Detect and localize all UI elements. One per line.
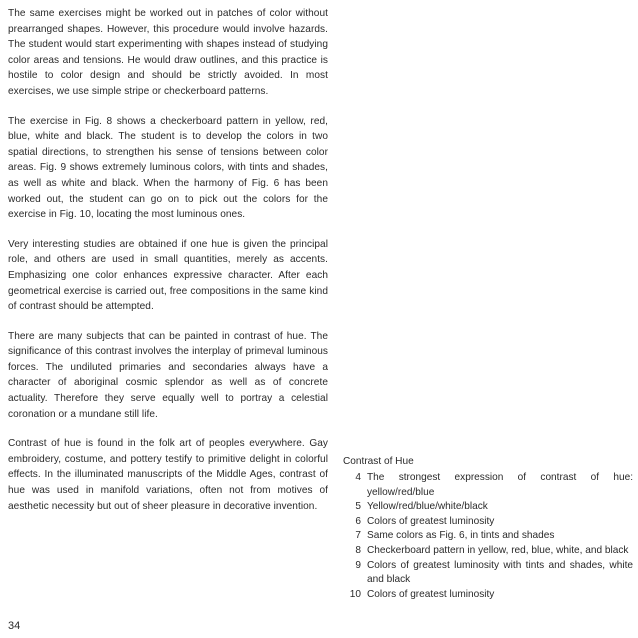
caption-number: 9 xyxy=(355,559,361,571)
body-paragraph: The exercise in Fig. 8 shows a checkerboard pattern in yellow, red, blue, white and black. The student is to develop the colors in two spatial directions, to strengthen his sense of tensions between color areas. Fig. 9 shows extremely luminous colors, with tints and shades, as well as white and black. When the harmony of Fig. 6 has been worked out, the student can go on to pick out the colors for the exercise in Fig. 10, locating the most luminous ones. xyxy=(8,115,328,221)
caption-number: 5 xyxy=(355,501,361,513)
caption-text: Same colors as Fig. 6, in tints and shades xyxy=(367,530,555,542)
body-paragraph: The same exercises might be worked out in patches of color without prearranged shapes. However, this procedure would involve hazards. The student would start experimenting with shapes instead of studying color areas and tensions. He would draw outlines, and this practice is hostile to color design and should be strictly avoided. In most exercises, we use simple stripe or checkerboard patterns. xyxy=(8,8,328,97)
body-text-column xyxy=(8,6,328,514)
caption-number: 6 xyxy=(355,515,361,527)
caption-number: 10 xyxy=(349,588,361,600)
caption-text: Checkerboard pattern in yellow, red, blue, white, and black xyxy=(367,544,629,556)
caption-item xyxy=(343,544,633,559)
figure-captions xyxy=(343,455,633,602)
caption-item xyxy=(343,559,633,588)
caption-item xyxy=(343,500,633,515)
caption-text: Colors of greatest luminosity with tints and shades, white and black xyxy=(367,559,633,586)
page-number: 34 xyxy=(8,620,21,632)
caption-item xyxy=(343,515,633,530)
body-paragraph: Contrast of hue is found in the folk art of peoples everywhere. Gay embroidery, costume, and pottery testify to primitive delight in colorful effects. In the illuminated manuscripts of the Middle Ages, contrast of hue was used in manifold variations, often not from motives of aesthetic necessity but out of sheer pleasure in decorative invention. xyxy=(8,438,328,512)
body-paragraph: Very interesting studies are obtained if one hue is given the principal role, and others are used in small quantities, merely as accents. Emphasizing one color enhances expressive character. After each geometrical exercise is carried out, free compositions in the same kind of contrast should be attempted. xyxy=(8,238,328,313)
caption-text: Yellow/red/blue/white/black xyxy=(367,501,488,513)
captions-title: Contrast of Hue xyxy=(343,456,414,467)
body-paragraph: There are many subjects that can be painted in contrast of hue. The significance of this contrast involves the interplay of primeval luminous forces. The undiluted primaries and secondaries always have a character of aboriginal cosmic splendor as well as of concrete actuality. Therefore they serve equally well to portray a celestial coronation or a mundane still life. xyxy=(8,330,328,420)
caption-item xyxy=(343,588,633,603)
caption-number: 4 xyxy=(355,472,361,483)
caption-text: Colors of greatest luminosity xyxy=(367,515,495,527)
caption-text: Colors of greatest luminosity xyxy=(367,588,495,600)
caption-text: The strongest expression of contrast of hue: yellow/red/blue xyxy=(367,472,633,498)
caption-number: 8 xyxy=(355,544,361,556)
caption-number: 7 xyxy=(355,530,361,542)
caption-list xyxy=(343,471,633,602)
caption-item xyxy=(343,529,633,544)
caption-item xyxy=(343,471,633,500)
